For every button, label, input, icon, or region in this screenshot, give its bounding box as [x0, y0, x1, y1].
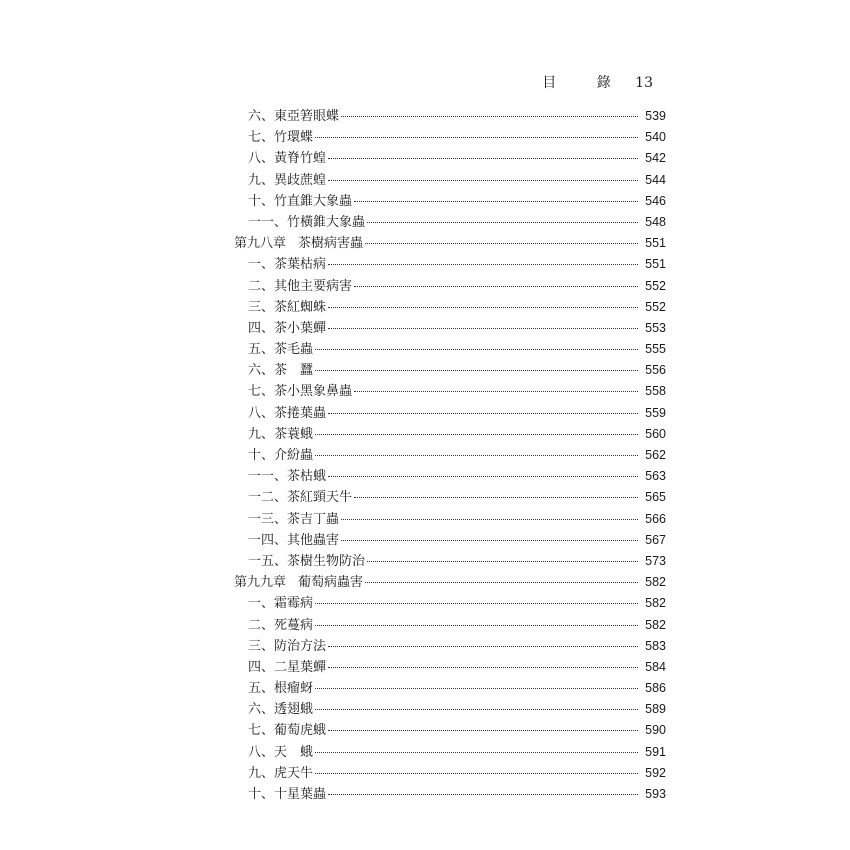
toc-entry-row — [234, 593, 666, 614]
toc-page-number: 586 — [645, 681, 666, 696]
toc-page-number: 539 — [645, 109, 666, 123]
toc-page-number: 551 — [645, 257, 666, 272]
dot-leader — [328, 264, 638, 265]
toc-entry-label: 三、茶紅蜘蛛 — [248, 299, 327, 315]
toc-entry-row — [234, 212, 666, 233]
dot-leader — [315, 773, 638, 774]
toc-page-number: 563 — [645, 469, 666, 484]
toc-page-number: 562 — [645, 448, 666, 462]
toc-page-number: 584 — [645, 659, 666, 674]
toc-entry-label: 十、竹直錐大象蟲 — [248, 193, 353, 209]
toc-page-number: 546 — [645, 193, 666, 208]
toc-page-number: 559 — [645, 405, 666, 420]
toc-entry-label: 一一、茶枯蛾 — [248, 469, 327, 485]
toc-entry-row — [234, 530, 666, 551]
toc-entry-label: 一四、其他蟲害 — [248, 532, 340, 548]
toc-entry-row — [234, 742, 666, 763]
dot-leader — [328, 328, 638, 329]
toc-chapter-number: 第九九章 — [234, 575, 287, 591]
toc-entry-row — [234, 127, 666, 148]
toc-entry-label: 五、根瘤蚜 — [248, 681, 314, 697]
toc-page-number: 552 — [645, 299, 666, 314]
toc-entry-label: 二、死蔓病 — [248, 617, 314, 633]
toc-entry-row — [234, 339, 666, 360]
toc-entry-row — [234, 509, 666, 530]
toc-page-number: 565 — [645, 490, 666, 505]
toc-entry-label: 一二、茶紅頸天牛 — [248, 490, 353, 506]
toc-entry-row — [234, 487, 666, 508]
dot-leader — [367, 222, 638, 223]
toc-entry-label: 七、竹環蝶 — [248, 130, 314, 146]
dot-leader — [328, 646, 638, 647]
toc-entry-row — [234, 784, 666, 805]
dot-leader — [315, 709, 638, 710]
toc-entry-row — [234, 699, 666, 720]
dot-leader — [341, 116, 638, 117]
toc-page-number: 573 — [645, 553, 666, 568]
dot-leader — [315, 688, 638, 689]
toc-entry-row — [234, 636, 666, 657]
toc-entry-row — [234, 424, 666, 445]
table-of-contents — [234, 106, 666, 805]
toc-page-number: 553 — [645, 320, 666, 335]
toc-page-number: 544 — [645, 172, 666, 187]
toc-entry-label: 四、茶小葉蟬 — [248, 320, 327, 336]
running-header — [542, 72, 653, 92]
toc-entry-row — [234, 254, 666, 275]
toc-entry-label: 六、茶 蠶 — [248, 363, 314, 379]
toc-entry-row — [234, 466, 666, 487]
dot-leader — [315, 752, 638, 753]
toc-page-number: 582 — [645, 575, 666, 590]
dot-leader — [315, 370, 638, 371]
dot-leader — [328, 158, 638, 159]
toc-entry-row — [234, 191, 666, 212]
toc-entry-label: 二、其他主要病害 — [248, 278, 353, 294]
toc-entry-label: 一三、茶吉丁蟲 — [248, 511, 340, 527]
dot-leader — [328, 730, 638, 731]
dot-leader — [354, 201, 638, 202]
toc-entry-label: 七、茶小黑象鼻蟲 — [248, 384, 353, 400]
dot-leader — [328, 794, 638, 795]
dot-leader — [328, 476, 638, 477]
toc-page-number: 590 — [645, 723, 666, 738]
toc-entry-label: 八、茶捲葉蟲 — [248, 405, 327, 421]
toc-entry-row — [234, 360, 666, 381]
dot-leader — [354, 391, 638, 392]
toc-page-number: 582 — [645, 596, 666, 611]
toc-entry-label: 一、霜霉病 — [248, 596, 314, 612]
toc-page-number: 552 — [645, 278, 666, 293]
toc-page-number: 583 — [645, 638, 666, 653]
toc-entry-label: 九、異歧蔗蝗 — [248, 172, 327, 188]
toc-chapter-row — [234, 233, 666, 254]
dot-leader — [341, 519, 638, 520]
toc-page-number: 558 — [645, 384, 666, 399]
dot-leader — [365, 243, 638, 244]
toc-page-number: 593 — [645, 787, 666, 801]
toc-entry-row — [234, 276, 666, 297]
toc-page-number: 542 — [645, 151, 666, 166]
toc-page-number: 551 — [645, 236, 666, 251]
dot-leader — [354, 497, 638, 498]
toc-chapter-label — [234, 233, 363, 254]
toc-entry-row — [234, 445, 666, 466]
toc-entry-row — [234, 720, 666, 741]
toc-entry-label: 七、葡萄虎蛾 — [248, 723, 327, 739]
toc-entry-row — [234, 657, 666, 678]
dot-leader — [365, 582, 638, 583]
header-title: 目 錄 — [542, 75, 629, 91]
toc-page-number: 591 — [645, 744, 666, 759]
dot-leader — [315, 349, 638, 350]
toc-chapter-title: 茶樹病害蟲 — [298, 236, 364, 252]
dot-leader — [315, 603, 638, 604]
toc-entry-label: 四、二星葉蟬 — [248, 659, 327, 675]
toc-entry-row — [234, 318, 666, 339]
dot-leader — [328, 667, 638, 668]
toc-page-number: 556 — [645, 363, 666, 378]
toc-entry-label: 八、天 蛾 — [248, 744, 314, 760]
toc-entry-label: 十、十星葉蟲 — [248, 787, 327, 802]
toc-entry-label: 六、東亞箬眼蝶 — [248, 109, 340, 124]
dot-leader — [315, 455, 638, 456]
toc-page-number: 567 — [645, 532, 666, 547]
toc-chapter-row — [234, 572, 666, 593]
dot-leader — [367, 561, 638, 562]
toc-entry-label: 九、虎天牛 — [248, 765, 314, 781]
toc-chapter-label — [234, 572, 363, 593]
toc-chapter-number: 第九八章 — [234, 236, 287, 252]
dot-leader — [341, 540, 638, 541]
toc-entry-row — [234, 381, 666, 402]
toc-entry-label: 一五、茶樹生物防治 — [248, 553, 366, 569]
dot-leader — [315, 137, 638, 138]
toc-page-number: 582 — [645, 617, 666, 632]
toc-page-number: 592 — [645, 765, 666, 780]
toc-entry-label: 一一、竹橫錐大象蟲 — [248, 214, 366, 230]
toc-entry-row — [234, 551, 666, 572]
toc-entry-label: 八、黃脊竹蝗 — [248, 151, 327, 167]
toc-page-number: 566 — [645, 511, 666, 526]
toc-entry-row — [234, 148, 666, 169]
toc-entry-label: 一、茶葉枯病 — [248, 257, 327, 273]
toc-entry-label: 三、防治方法 — [248, 638, 327, 654]
toc-page-number: 589 — [645, 702, 666, 717]
toc-entry-label: 五、茶毛蟲 — [248, 342, 314, 358]
dot-leader — [328, 307, 638, 308]
dot-leader — [315, 434, 638, 435]
toc-entry-label: 六、透翅蛾 — [248, 702, 314, 718]
toc-entry-row — [234, 297, 666, 318]
toc-entry-label: 十、介紛蟲 — [248, 448, 314, 463]
toc-page-number: 540 — [645, 130, 666, 145]
dot-leader — [315, 625, 638, 626]
toc-entry-row — [234, 678, 666, 699]
toc-entry-row — [234, 763, 666, 784]
toc-entry-label: 九、茶蓑蛾 — [248, 426, 314, 442]
toc-chapter-title: 葡萄病蟲害 — [298, 575, 364, 591]
toc-entry-row — [234, 106, 666, 127]
toc-entry-row — [234, 170, 666, 191]
toc-entry-row — [234, 403, 666, 424]
dot-leader — [328, 180, 638, 181]
toc-entry-row — [234, 615, 666, 636]
dot-leader — [328, 413, 638, 414]
toc-page-number: 555 — [645, 342, 666, 357]
toc-page-number: 560 — [645, 426, 666, 441]
dot-leader — [354, 286, 638, 287]
header-page-number: 13 — [635, 75, 653, 91]
toc-page-number: 548 — [645, 214, 666, 229]
